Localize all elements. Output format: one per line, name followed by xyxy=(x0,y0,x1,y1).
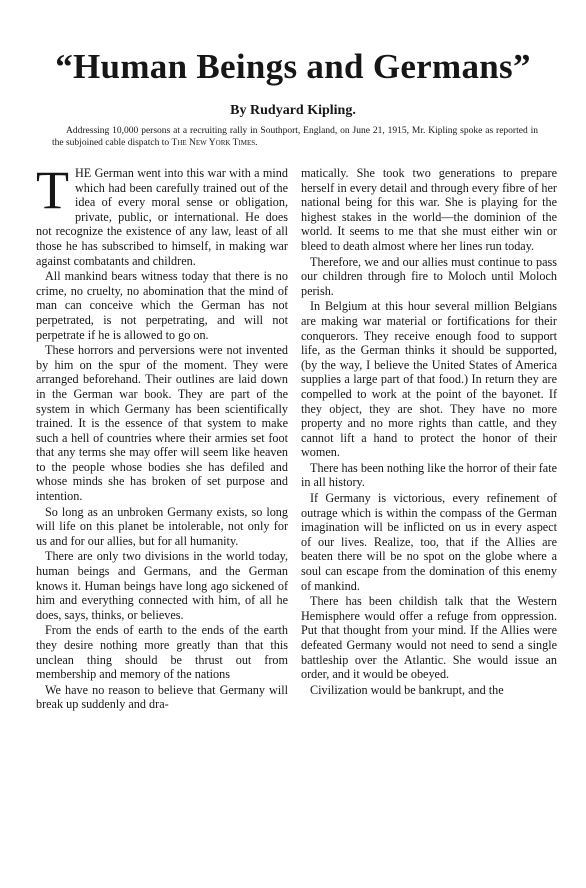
left-paragraph-3: These horrors and perversions were not invented by him on the spur of the moment. They were arranged beforehand. Their outlines are laid down in the German war book. They are part of the system in which Germany has been scientifically trained. It is the essence of that system to make such a hell of countries where their armies set foot that any terms she may offer will seem like heaven to the people whose bodies she has defiled and whose minds she has broken of set purpose and intention. xyxy=(36,343,288,504)
left-column xyxy=(36,160,288,713)
article-intro xyxy=(52,125,538,149)
left-paragraph-6: From the ends of earth to the ends of the earth they desire nothing more greatly than that this unclean thing should be thrust out from membership and memory of the nations xyxy=(36,623,288,682)
right-paragraph-5: If Germany is victorious, every refinement of outrage which is within the compass of the German imagination will be inflicted on us in every aspect of our lives. Realize, too, that if the Allies are beaten there will be no spot on the globe where a soul can escape from the domination of this enemy of mankind. xyxy=(301,491,557,593)
left-paragraph-4: So long as an unbroken Germany exists, so long will life on this planet be intolerable, not only for us and for our allies, but for all humanity. xyxy=(36,504,288,548)
article-byline: By Rudyard Kipling. xyxy=(230,103,356,118)
left-paragraph-1-text: HE German went into this war with a mind which had been carefully trained out of the idea of every moral sense or obligation, private, public, or international. He does not recognize the existence of any law, least of all those he has subscribed to himself, in making war against combatants and children. xyxy=(36,166,288,268)
left-paragraph-2: All mankind bears witness today that there is no crime, no cruelty, no abomination that the mind of man can conceive which the German has not perpetrated, is not perpetrating, and will not perpetrate if he is allowed to go on. xyxy=(36,269,288,342)
intro-end: . xyxy=(255,138,258,148)
left-paragraph-1 xyxy=(36,160,288,268)
intro-text: Addressing 10,000 persons at a recruiting rally in Southport, England, on June 21, 1915, Mr. Kipling spoke as reported in the subjoined cable dispatch to xyxy=(52,126,538,148)
right-paragraph-4: There has been nothing like the horror of their fate in all history. xyxy=(301,460,557,490)
left-paragraph-5: There are only two divisions in the world today, human beings and Germans, and the German knows it. Human beings have long ago sickened of him and everything connected with him, of all he does, says, thinks, or believes. xyxy=(36,549,288,622)
right-paragraph-6: There has been childish talk that the Western Hemisphere would offer a refuge from oppression. Put that thought from your mind. If the Allies were defeated Germany would not need to send a single battleship over the Atlantic. She would issue an order, and it would be obeyed. xyxy=(301,594,557,682)
right-paragraph-7: Civilization would be bankrupt, and the xyxy=(310,682,504,697)
right-paragraph-3: In Belgium at this hour several million Belgians are making war material or fortifications for their conquerors. They receive enough food to support life, as the German thinks it should be supported, (by the way, I believe the United States of America supplies a large part of that food.) In return they are compelled to work at the point of the bayonet. If they object, they are shot. They have no more property and no more rights than cattle, and they cannot lift a hand to protect the honor of their women. xyxy=(301,299,557,460)
right-paragraph-1: matically. She took two generations to prepare herself in every detail and through every fibre of her national being for this war. She is playing for the highest stakes in the world—the dominion of the world. It seems to me that she must either win or bleed to death almost where her lines run today. xyxy=(301,166,557,253)
right-column xyxy=(301,166,557,698)
drop-cap: T xyxy=(36,160,69,220)
left-paragraph-7: We have no reason to believe that Germany will break up suddenly and dra- xyxy=(36,682,288,712)
right-paragraph-2: Therefore, we and our allies must continue to pass our children through fire to Moloch until Moloch perish. xyxy=(301,254,557,298)
publication-name: The New York Times xyxy=(171,138,256,148)
article-title: “Human Beings and Germans” xyxy=(55,47,531,86)
